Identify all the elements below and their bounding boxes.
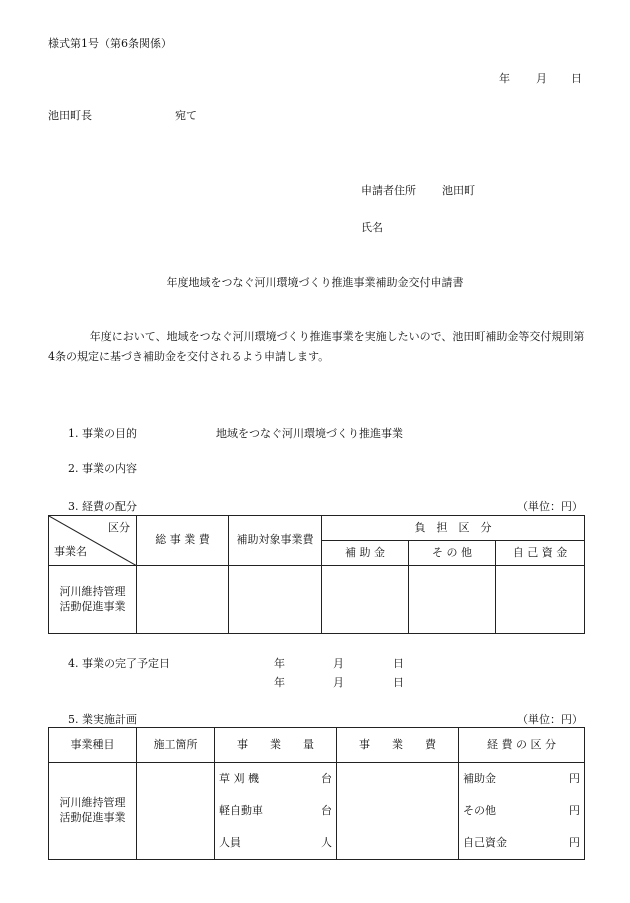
- breakdown-row-subsidy[interactable]: [459, 763, 584, 795]
- date-day: 日: [571, 72, 582, 85]
- table2-breakdown-cell: [459, 763, 585, 860]
- item3-unit: （単位：円）: [517, 500, 583, 513]
- table1-subsidy-cell[interactable]: [322, 566, 409, 634]
- breakdown-self-unit: 円: [569, 835, 580, 849]
- item4-month-2: 月: [333, 676, 344, 689]
- qty-row-car[interactable]: [215, 795, 336, 827]
- plan-table: [48, 727, 585, 860]
- qty-row-staff[interactable]: [215, 827, 336, 859]
- item5-label: 5. 業実施計画: [68, 713, 137, 726]
- col-subsidy-header: 補 助 金: [322, 541, 409, 566]
- col-self-header: 自 己 資 金: [496, 541, 585, 566]
- date-month: 月: [536, 72, 547, 85]
- table1-row-name: 河川維持管理 活動促進事業: [49, 566, 137, 634]
- col-target-header: 補助対象事業費: [229, 516, 322, 566]
- table1-target-cell[interactable]: [229, 566, 322, 634]
- item4-month-1: 月: [333, 657, 344, 670]
- col-other-header: そ の 他: [409, 541, 496, 566]
- col-cost-header: 事 業 費: [337, 728, 459, 763]
- item4-day-1: 日: [393, 657, 404, 670]
- addressee-suffix: 宛て: [175, 109, 197, 122]
- date-year: 年: [499, 72, 510, 85]
- item1-label: 1. 事業の目的: [68, 427, 137, 440]
- qty-mower-label: 草 刈 機: [219, 771, 259, 785]
- table2-row-name: 河川維持管理 活動促進事業: [49, 763, 137, 860]
- table2-qty-cell: [215, 763, 337, 860]
- corner-bottom-label: 事業名: [54, 545, 87, 559]
- body-text: 年度において、地域をつなぐ河川環境づくり推進事業を実施したいので、池田町補助金等交付規則第4条の規定に基づき補助金を交付されるよう申請します。: [48, 330, 585, 363]
- breakdown-self-label: 自己資金: [463, 835, 507, 849]
- item4-label: 4. 事業の完了予定日: [68, 657, 170, 670]
- qty-mower-unit: 台: [321, 771, 332, 785]
- item4-year-1: 年: [274, 657, 285, 670]
- breakdown-row-other[interactable]: [459, 795, 584, 827]
- table1-self-cell[interactable]: [496, 566, 585, 634]
- applicant-address-value: 池田町: [442, 184, 475, 197]
- col-place-header: 施工箇所: [137, 728, 215, 763]
- table2-cost-cell[interactable]: [337, 763, 459, 860]
- item2-label: 2. 事業の内容: [68, 462, 137, 475]
- qty-car-unit: 台: [321, 803, 332, 817]
- corner-cell: [49, 516, 137, 566]
- breakdown-subsidy-label: 補助金: [463, 771, 496, 785]
- col-burden-header: 負 担 区 分: [322, 516, 585, 541]
- col-type-header: 事業種目: [49, 728, 137, 763]
- form-number: 様式第1号（第6条関係）: [48, 37, 172, 50]
- expense-table: [48, 515, 585, 634]
- breakdown-other-label: その他: [463, 803, 496, 817]
- item3-label: 3. 経費の配分: [68, 500, 137, 513]
- item1-value: 地域をつなぐ河川環境づくり推進事業: [216, 427, 403, 440]
- qty-staff-unit: 人: [321, 835, 332, 849]
- document-title: 年度地域をつなぐ河川環境づくり推進事業補助金交付申請書: [166, 276, 464, 289]
- col-qty-header: 事 業 量: [215, 728, 337, 763]
- corner-top-label: 区分: [108, 521, 130, 534]
- breakdown-other-unit: 円: [569, 803, 580, 817]
- col-total-header: 総 事 業 費: [137, 516, 229, 566]
- item4-year-2: 年: [274, 676, 285, 689]
- applicant-address-label: 申請者住所: [361, 184, 416, 197]
- addressee-name: 池田町長: [48, 109, 92, 122]
- applicant-name-label: 氏名: [361, 221, 383, 234]
- breakdown-subsidy-unit: 円: [569, 771, 580, 785]
- breakdown-row-self[interactable]: [459, 827, 584, 859]
- table2-place-cell[interactable]: [137, 763, 215, 860]
- col-breakdown-header: 経 費 の 区 分: [459, 728, 585, 763]
- item5-unit: （単位：円）: [517, 713, 583, 726]
- table1-total-cell[interactable]: [137, 566, 229, 634]
- qty-staff-label: 人員: [219, 835, 241, 849]
- qty-row-mower[interactable]: [215, 763, 336, 795]
- qty-car-label: 軽自動車: [219, 803, 263, 817]
- table1-other-cell[interactable]: [409, 566, 496, 634]
- item4-day-2: 日: [393, 676, 404, 689]
